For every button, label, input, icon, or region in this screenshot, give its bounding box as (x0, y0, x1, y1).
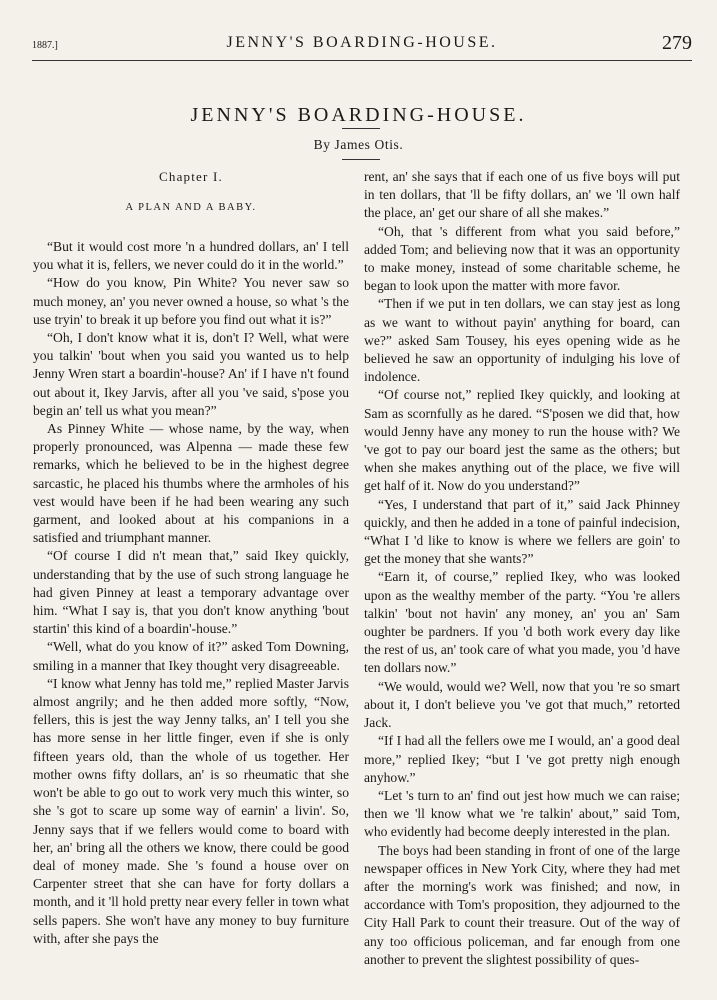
running-title: JENNY'S BOARDING-HOUSE. (226, 34, 498, 51)
right-column (364, 168, 680, 969)
paragraph: As Pinney White — whose name, by the way, when properly pronounced, was Alpenna — made these few remarks, which he believed to be in the highest degree sarcastic, he placed his thumbs where the armholes of his vest would have been if he had been wearing any such garment, and looked about at his companions in a satisfied and triumphant manner. (33, 421, 349, 546)
paragraph: “We would, would we? Well, now that you 're so smart about it, I don't believe you 've got that much,” retorted Jack. (364, 678, 680, 731)
paragraph: “I know what Jenny has told me,” replied Master Jarvis almost angrily; and he then added more softly, “Now, fellers, this is jest the way Jenny talks, an' I tell you she has more sense in her little finger, even if she is only fifteen years old, than the whole of us together. Her mother owns fifty dollars, an' is so rheumatic that she won't be able to go out to work very much this winter, so she 's got to scare up some way of earnin' a livin'. So, Jenny says that if we fellers would come to board with her, an' bring all the others we know, there could be good deal of money made. She 's found a house over on Carpenter street that she can have for forty dollars a month, and it 'll hold pretty near every feller in town what sells papers. She won't have any money to buy furniture with, after she pays the (33, 675, 350, 946)
chapter-heading: Chapter I. (159, 169, 223, 184)
paragraph: “But it would cost more 'n a hundred dollars, an' I tell you what it is, fellers, we never could do it in the world.” (33, 239, 349, 273)
chapter-subheading: A PLAN AND A BABY. (125, 202, 257, 213)
byline-rule (342, 159, 380, 160)
paragraph: “How do you know, Pin White? You never saw so much money, an' you never owned a house, so what 's the use tryin' to break it up before you find out what it is?” (33, 275, 349, 327)
title-rule (342, 128, 380, 129)
article-title: JENNY'S BOARDING-HOUSE. (190, 104, 527, 126)
paragraph: “Oh, that 's different from what you said before,” added Tom; and believing now that it was an opportunity to make money, instead of some charitable scheme, he began to look upon the matter with more favor. (364, 223, 680, 294)
byline: By James Otis. (313, 137, 404, 152)
paragraph: “If I had all the fellers owe me I would, an' a good deal more,” replied Ikey; “but I 've got pretty nigh enough anyhow.” (364, 733, 680, 785)
paragraph: “Let 's turn to an' find out jest how much we can raise; then we 'll know what we 're talkin' about,” said Tom, who evidently had become deeply interested in the plan. (364, 787, 680, 840)
paragraph: “Oh, I don't know what it is, don't I? Well, what were you talkin' 'bout when you said you wanted us to help Jenny Wren start a boardin'-house? An' if I have n't found out about it, Ikey Jarvis, after all you 've said, s'pose you begin an' tell us what you mean?” (33, 330, 349, 418)
header-year: 1887.] (32, 40, 58, 51)
paragraph: “Then if we put in ten dollars, we can stay jest as long as we want to without payin' anything for board, can we?” asked Sam Tousey, his eyes opening wide as he believed he saw an opportunity of indulging his love of indolence. (364, 296, 680, 385)
running-header (32, 30, 692, 61)
left-column (33, 168, 349, 948)
paragraph: The boys had been standing in front of one of the large newspaper offices in New York City, where they had met after the morning's work was finished; and now, in accordance with Tom's proposition, they adjourned to the City Hall Park to count their treasure. Out of the way of any too officious policeman, and far enough from one another to prevent the slightest possibility of ques- (364, 842, 680, 967)
paragraph: rent, an' she says that if each one of us five boys will put in ten dollars, that 'll be fifty dollars, an' we 'll own half the place, an' get our share of all she makes.” (364, 169, 680, 221)
paragraph: “Of course I did n't mean that,” said Ikey quickly, understanding that by the use of such strong language he had given Pinney at least a temporary advantage over him. “What I say is, that you don't know anything 'bout startin' this kind of a boardin'-house.” (33, 548, 349, 637)
paragraph: “Earn it, of course,” replied Ikey, who was looked upon as the wealthy member of the party. “You 're allers talkin' 'bout not havin' any money, an' you an' Sam oughter be pardners. If you 'd both work every day like the rest of us, an' took care of what you made, you 'd have ten dollars now.” (364, 569, 680, 676)
paragraph: “Well, what do you know of it?” asked Tom Downing, smiling in a manner that Ikey thought very disagreeable. (33, 639, 349, 673)
paragraph: “Yes, I understand that part of it,” said Jack Phinney quickly, and then he added in a tone of painful indecision, “What I 'd like to know is where we fellers are goin' to get the money that she wants?” (364, 496, 680, 567)
page-number: 279 (662, 32, 692, 54)
paragraph: “Of course not,” replied Ikey quickly, and looking at Sam as scornfully as he dared. “S'posen we did that, how would Jenny have any money to run the house with? We 've got to pay our board jest the same as the others; but when she makes anything out of the place, we five will get half of it. Now do you understand?” (364, 387, 680, 494)
